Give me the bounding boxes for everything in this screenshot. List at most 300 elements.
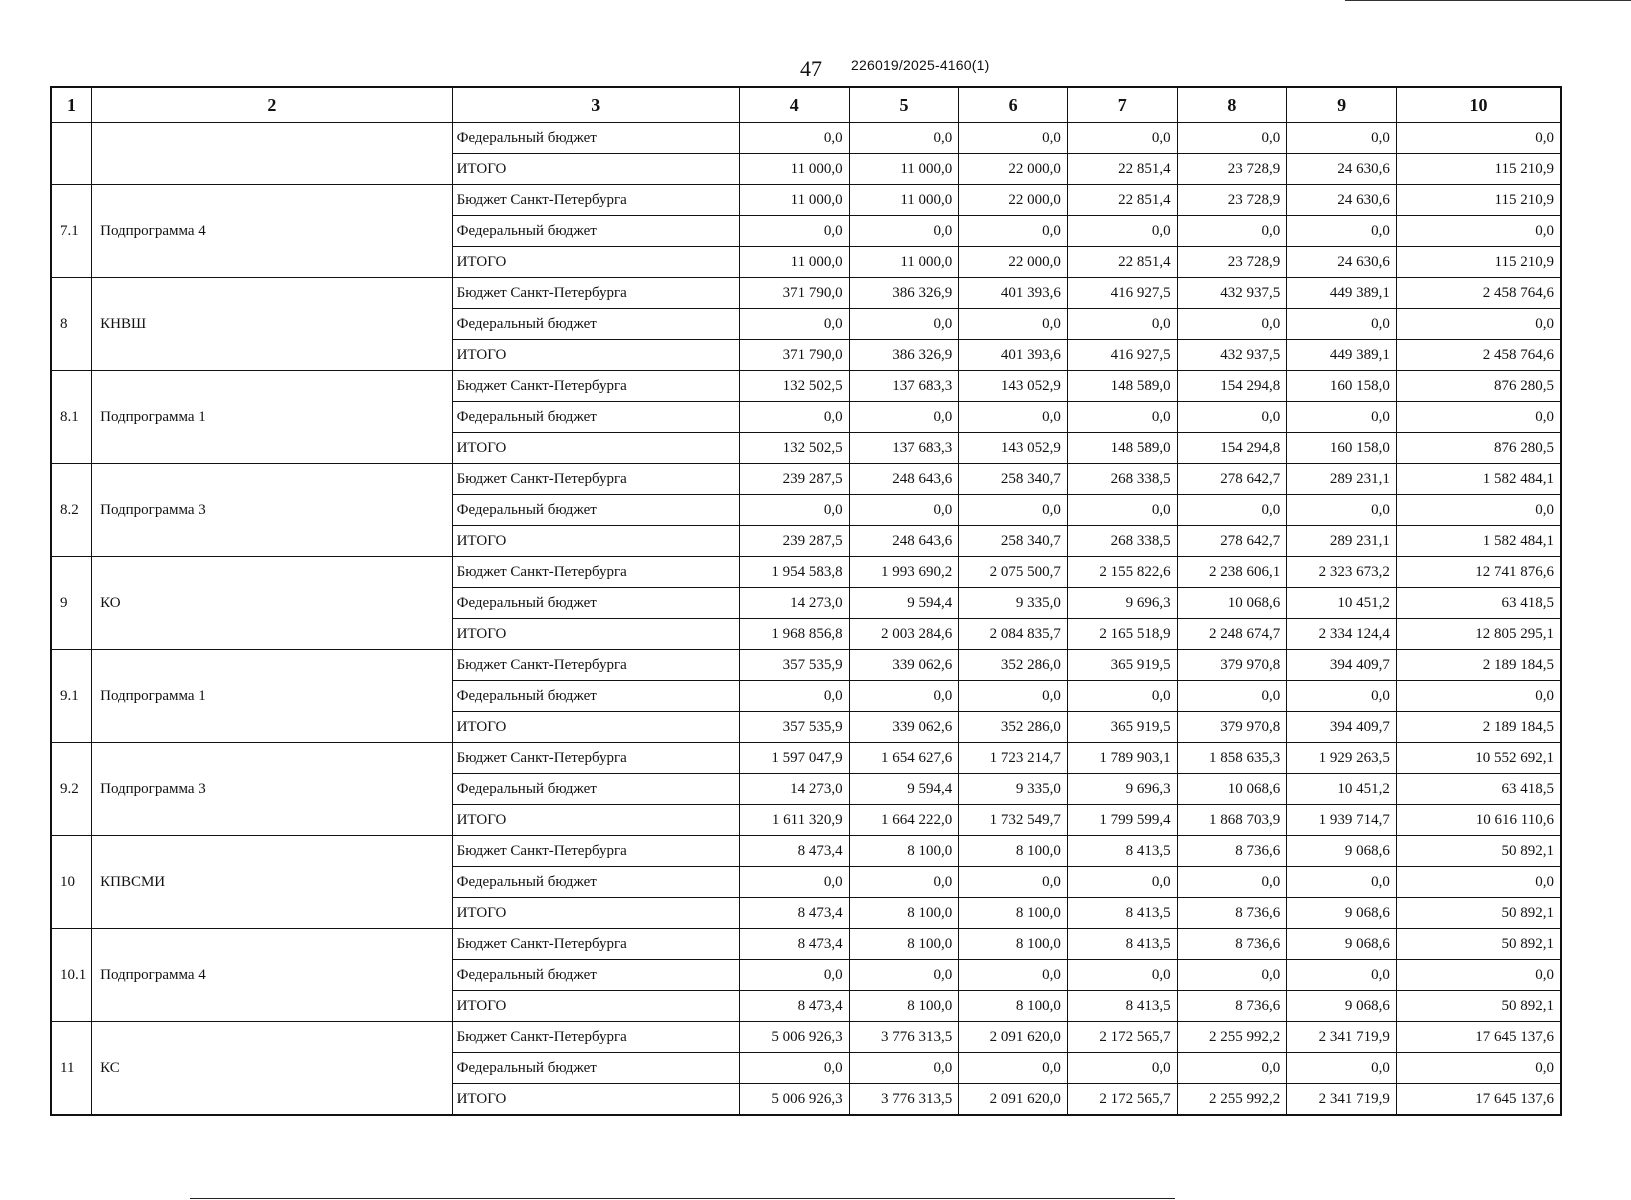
amount-cell: 12 805 295,1 bbox=[1396, 619, 1561, 650]
funding-source: Федеральный бюджет bbox=[452, 960, 739, 991]
amount-cell: 2 341 719,9 bbox=[1287, 1084, 1397, 1116]
amount-cell: 9 594,4 bbox=[849, 774, 959, 805]
amount-cell: 0,0 bbox=[1177, 681, 1287, 712]
amount-cell: 2 238 606,1 bbox=[1177, 557, 1287, 588]
amount-cell: 239 287,5 bbox=[739, 464, 849, 495]
amount-cell: 0,0 bbox=[1177, 867, 1287, 898]
amount-cell: 1 968 856,8 bbox=[739, 619, 849, 650]
amount-cell: 154 294,8 bbox=[1177, 433, 1287, 464]
header-cell: 3 bbox=[452, 87, 739, 123]
amount-cell: 268 338,5 bbox=[1067, 464, 1177, 495]
document-id: 226019/2025-4160(1) bbox=[851, 57, 990, 73]
amount-cell: 17 645 137,6 bbox=[1396, 1022, 1561, 1053]
table-header bbox=[51, 87, 1561, 123]
funding-source: Бюджет Санкт-Петербурга bbox=[452, 743, 739, 774]
amount-cell: 14 273,0 bbox=[739, 588, 849, 619]
amount-cell: 0,0 bbox=[1287, 960, 1397, 991]
amount-cell: 449 389,1 bbox=[1287, 278, 1397, 309]
amount-cell: 8 736,6 bbox=[1177, 898, 1287, 929]
amount-cell: 1 611 320,9 bbox=[739, 805, 849, 836]
amount-cell: 9 068,6 bbox=[1287, 898, 1397, 929]
header-cell: 6 bbox=[959, 87, 1068, 123]
amount-cell: 0,0 bbox=[1396, 402, 1561, 433]
amount-cell: 24 630,6 bbox=[1287, 154, 1397, 185]
amount-cell: 0,0 bbox=[1396, 960, 1561, 991]
funding-source: Федеральный бюджет bbox=[452, 216, 739, 247]
funding-source: ИТОГО bbox=[452, 991, 739, 1022]
table-row bbox=[51, 650, 1561, 681]
amount-cell: 2 172 565,7 bbox=[1067, 1084, 1177, 1116]
amount-cell: 0,0 bbox=[739, 216, 849, 247]
amount-cell: 24 630,6 bbox=[1287, 247, 1397, 278]
amount-cell: 11 000,0 bbox=[849, 154, 959, 185]
top-edge-line bbox=[1345, 0, 1631, 1]
amount-cell: 248 643,6 bbox=[849, 464, 959, 495]
row-code: 9.1 bbox=[51, 650, 92, 743]
amount-cell: 8 100,0 bbox=[849, 898, 959, 929]
funding-source: Федеральный бюджет bbox=[452, 495, 739, 526]
row-code: 9.2 bbox=[51, 743, 92, 836]
header-cell: 7 bbox=[1067, 87, 1177, 123]
amount-cell: 2 189 184,5 bbox=[1396, 712, 1561, 743]
amount-cell: 0,0 bbox=[1396, 123, 1561, 154]
funding-source: Бюджет Санкт-Петербурга bbox=[452, 371, 739, 402]
amount-cell: 63 418,5 bbox=[1396, 774, 1561, 805]
amount-cell: 8 100,0 bbox=[849, 929, 959, 960]
amount-cell: 50 892,1 bbox=[1396, 836, 1561, 867]
amount-cell: 0,0 bbox=[959, 402, 1068, 433]
amount-cell: 0,0 bbox=[1067, 960, 1177, 991]
amount-cell: 2 075 500,7 bbox=[959, 557, 1068, 588]
amount-cell: 8 736,6 bbox=[1177, 929, 1287, 960]
amount-cell: 10 068,6 bbox=[1177, 774, 1287, 805]
funding-source: ИТОГО bbox=[452, 712, 739, 743]
amount-cell: 449 389,1 bbox=[1287, 340, 1397, 371]
amount-cell: 17 645 137,6 bbox=[1396, 1084, 1561, 1116]
funding-source: Федеральный бюджет bbox=[452, 681, 739, 712]
amount-cell: 432 937,5 bbox=[1177, 340, 1287, 371]
amount-cell: 0,0 bbox=[1067, 402, 1177, 433]
amount-cell: 0,0 bbox=[739, 681, 849, 712]
amount-cell: 379 970,8 bbox=[1177, 650, 1287, 681]
table-row bbox=[51, 557, 1561, 588]
amount-cell: 1 664 222,0 bbox=[849, 805, 959, 836]
amount-cell: 0,0 bbox=[1287, 681, 1397, 712]
amount-cell: 289 231,1 bbox=[1287, 526, 1397, 557]
amount-cell: 9 335,0 bbox=[959, 774, 1068, 805]
amount-cell: 0,0 bbox=[1067, 216, 1177, 247]
amount-cell: 432 937,5 bbox=[1177, 278, 1287, 309]
amount-cell: 1 858 635,3 bbox=[1177, 743, 1287, 774]
amount-cell: 22 851,4 bbox=[1067, 247, 1177, 278]
amount-cell: 0,0 bbox=[739, 867, 849, 898]
amount-cell: 50 892,1 bbox=[1396, 898, 1561, 929]
amount-cell: 0,0 bbox=[1067, 495, 1177, 526]
amount-cell: 137 683,3 bbox=[849, 433, 959, 464]
amount-cell: 8 473,4 bbox=[739, 929, 849, 960]
amount-cell: 0,0 bbox=[1396, 216, 1561, 247]
amount-cell: 2 458 764,6 bbox=[1396, 278, 1561, 309]
amount-cell: 10 616 110,6 bbox=[1396, 805, 1561, 836]
amount-cell: 876 280,5 bbox=[1396, 371, 1561, 402]
amount-cell: 115 210,9 bbox=[1396, 185, 1561, 216]
row-program-name: Подпрограмма 1 bbox=[92, 650, 452, 743]
amount-cell: 23 728,9 bbox=[1177, 154, 1287, 185]
amount-cell: 352 286,0 bbox=[959, 712, 1068, 743]
header-cell: 5 bbox=[849, 87, 959, 123]
row-code: 7.1 bbox=[51, 185, 92, 278]
amount-cell: 239 287,5 bbox=[739, 526, 849, 557]
amount-cell: 115 210,9 bbox=[1396, 247, 1561, 278]
row-program-name: Подпрограмма 1 bbox=[92, 371, 452, 464]
amount-cell: 23 728,9 bbox=[1177, 185, 1287, 216]
amount-cell: 1 929 263,5 bbox=[1287, 743, 1397, 774]
header-cell: 10 bbox=[1396, 87, 1561, 123]
funding-source: Бюджет Санкт-Петербурга bbox=[452, 557, 739, 588]
amount-cell: 5 006 926,3 bbox=[739, 1022, 849, 1053]
funding-source: ИТОГО bbox=[452, 898, 739, 929]
header-cell: 9 bbox=[1287, 87, 1397, 123]
amount-cell: 11 000,0 bbox=[849, 247, 959, 278]
amount-cell: 352 286,0 bbox=[959, 650, 1068, 681]
row-program-name bbox=[92, 123, 452, 185]
bottom-rule bbox=[190, 1198, 1175, 1199]
amount-cell: 0,0 bbox=[849, 402, 959, 433]
row-program-name: КО bbox=[92, 557, 452, 650]
amount-cell: 8 100,0 bbox=[849, 991, 959, 1022]
row-code: 9 bbox=[51, 557, 92, 650]
amount-cell: 1 799 599,4 bbox=[1067, 805, 1177, 836]
amount-cell: 9 594,4 bbox=[849, 588, 959, 619]
table-body bbox=[51, 123, 1561, 1116]
amount-cell: 2 323 673,2 bbox=[1287, 557, 1397, 588]
amount-cell: 1 732 549,7 bbox=[959, 805, 1068, 836]
funding-source: ИТОГО bbox=[452, 526, 739, 557]
amount-cell: 2 189 184,5 bbox=[1396, 650, 1561, 681]
row-program-name: Подпрограмма 4 bbox=[92, 185, 452, 278]
amount-cell: 2 248 674,7 bbox=[1177, 619, 1287, 650]
table-row bbox=[51, 929, 1561, 960]
amount-cell: 0,0 bbox=[959, 309, 1068, 340]
amount-cell: 2 172 565,7 bbox=[1067, 1022, 1177, 1053]
amount-cell: 365 919,5 bbox=[1067, 650, 1177, 681]
funding-source: Бюджет Санкт-Петербурга bbox=[452, 185, 739, 216]
amount-cell: 11 000,0 bbox=[739, 185, 849, 216]
table-row bbox=[51, 464, 1561, 495]
amount-cell: 23 728,9 bbox=[1177, 247, 1287, 278]
amount-cell: 9 696,3 bbox=[1067, 588, 1177, 619]
amount-cell: 401 393,6 bbox=[959, 340, 1068, 371]
amount-cell: 154 294,8 bbox=[1177, 371, 1287, 402]
amount-cell: 0,0 bbox=[849, 960, 959, 991]
amount-cell: 0,0 bbox=[959, 867, 1068, 898]
header-cell: 1 bbox=[51, 87, 92, 123]
header-cell: 8 bbox=[1177, 87, 1287, 123]
amount-cell: 1 654 627,6 bbox=[849, 743, 959, 774]
amount-cell: 401 393,6 bbox=[959, 278, 1068, 309]
amount-cell: 12 741 876,6 bbox=[1396, 557, 1561, 588]
amount-cell: 248 643,6 bbox=[849, 526, 959, 557]
amount-cell: 0,0 bbox=[1177, 1053, 1287, 1084]
amount-cell: 0,0 bbox=[1177, 960, 1287, 991]
funding-source: Бюджет Санкт-Петербурга bbox=[452, 278, 739, 309]
amount-cell: 8 100,0 bbox=[959, 991, 1068, 1022]
amount-cell: 0,0 bbox=[739, 402, 849, 433]
amount-cell: 289 231,1 bbox=[1287, 464, 1397, 495]
amount-cell: 0,0 bbox=[1177, 216, 1287, 247]
amount-cell: 416 927,5 bbox=[1067, 278, 1177, 309]
amount-cell: 2 255 992,2 bbox=[1177, 1022, 1287, 1053]
row-code: 11 bbox=[51, 1022, 92, 1116]
amount-cell: 0,0 bbox=[1177, 309, 1287, 340]
amount-cell: 0,0 bbox=[1396, 681, 1561, 712]
row-code: 8.1 bbox=[51, 371, 92, 464]
amount-cell: 8 413,5 bbox=[1067, 898, 1177, 929]
amount-cell: 0,0 bbox=[1067, 867, 1177, 898]
amount-cell: 0,0 bbox=[849, 123, 959, 154]
funding-source: ИТОГО bbox=[452, 433, 739, 464]
amount-cell: 0,0 bbox=[1287, 309, 1397, 340]
funding-source: Федеральный бюджет bbox=[452, 402, 739, 433]
amount-cell: 876 280,5 bbox=[1396, 433, 1561, 464]
amount-cell: 0,0 bbox=[1396, 495, 1561, 526]
amount-cell: 339 062,6 bbox=[849, 712, 959, 743]
funding-source: Федеральный бюджет bbox=[452, 1053, 739, 1084]
amount-cell: 1 939 714,7 bbox=[1287, 805, 1397, 836]
amount-cell: 371 790,0 bbox=[739, 278, 849, 309]
funding-source: Федеральный бюджет bbox=[452, 588, 739, 619]
amount-cell: 0,0 bbox=[1287, 216, 1397, 247]
amount-cell: 2 341 719,9 bbox=[1287, 1022, 1397, 1053]
amount-cell: 0,0 bbox=[1287, 402, 1397, 433]
funding-source: ИТОГО bbox=[452, 805, 739, 836]
amount-cell: 0,0 bbox=[739, 960, 849, 991]
amount-cell: 50 892,1 bbox=[1396, 991, 1561, 1022]
amount-cell: 0,0 bbox=[1177, 123, 1287, 154]
amount-cell: 365 919,5 bbox=[1067, 712, 1177, 743]
amount-cell: 9 335,0 bbox=[959, 588, 1068, 619]
amount-cell: 416 927,5 bbox=[1067, 340, 1177, 371]
amount-cell: 2 091 620,0 bbox=[959, 1084, 1068, 1116]
amount-cell: 1 582 484,1 bbox=[1396, 464, 1561, 495]
funding-source: Бюджет Санкт-Петербурга bbox=[452, 464, 739, 495]
amount-cell: 1 582 484,1 bbox=[1396, 526, 1561, 557]
amount-cell: 148 589,0 bbox=[1067, 371, 1177, 402]
amount-cell: 0,0 bbox=[739, 123, 849, 154]
funding-source: ИТОГО bbox=[452, 619, 739, 650]
amount-cell: 160 158,0 bbox=[1287, 433, 1397, 464]
amount-cell: 0,0 bbox=[959, 681, 1068, 712]
amount-cell: 357 535,9 bbox=[739, 712, 849, 743]
table-row bbox=[51, 123, 1561, 154]
amount-cell: 394 409,7 bbox=[1287, 712, 1397, 743]
amount-cell: 0,0 bbox=[849, 495, 959, 526]
amount-cell: 371 790,0 bbox=[739, 340, 849, 371]
amount-cell: 8 473,4 bbox=[739, 991, 849, 1022]
row-program-name: КПВСМИ bbox=[92, 836, 452, 929]
amount-cell: 148 589,0 bbox=[1067, 433, 1177, 464]
amount-cell: 0,0 bbox=[1396, 1053, 1561, 1084]
amount-cell: 278 642,7 bbox=[1177, 464, 1287, 495]
funding-source: Бюджет Санкт-Петербурга bbox=[452, 650, 739, 681]
amount-cell: 1 597 047,9 bbox=[739, 743, 849, 774]
amount-cell: 2 255 992,2 bbox=[1177, 1084, 1287, 1116]
amount-cell: 258 340,7 bbox=[959, 526, 1068, 557]
funding-source: Федеральный бюджет bbox=[452, 309, 739, 340]
amount-cell: 11 000,0 bbox=[739, 154, 849, 185]
amount-cell: 2 155 822,6 bbox=[1067, 557, 1177, 588]
amount-cell: 10 068,6 bbox=[1177, 588, 1287, 619]
amount-cell: 386 326,9 bbox=[849, 340, 959, 371]
table-row bbox=[51, 1022, 1561, 1053]
table-row bbox=[51, 278, 1561, 309]
amount-cell: 2 334 124,4 bbox=[1287, 619, 1397, 650]
amount-cell: 22 000,0 bbox=[959, 154, 1068, 185]
header-row bbox=[51, 87, 1561, 123]
amount-cell: 0,0 bbox=[959, 495, 1068, 526]
amount-cell: 0,0 bbox=[849, 681, 959, 712]
amount-cell: 8 473,4 bbox=[739, 898, 849, 929]
amount-cell: 0,0 bbox=[1396, 867, 1561, 898]
amount-cell: 3 776 313,5 bbox=[849, 1022, 959, 1053]
row-program-name: КС bbox=[92, 1022, 452, 1116]
amount-cell: 0,0 bbox=[1067, 309, 1177, 340]
amount-cell: 22 000,0 bbox=[959, 185, 1068, 216]
funding-source: ИТОГО bbox=[452, 340, 739, 371]
table-row bbox=[51, 371, 1561, 402]
amount-cell: 0,0 bbox=[959, 960, 1068, 991]
amount-cell: 8 413,5 bbox=[1067, 991, 1177, 1022]
amount-cell: 137 683,3 bbox=[849, 371, 959, 402]
amount-cell: 0,0 bbox=[739, 495, 849, 526]
table-row bbox=[51, 185, 1561, 216]
funding-source: Бюджет Санкт-Петербурга bbox=[452, 1022, 739, 1053]
amount-cell: 11 000,0 bbox=[849, 185, 959, 216]
header-cell: 2 bbox=[92, 87, 452, 123]
row-program-name: Подпрограмма 3 bbox=[92, 743, 452, 836]
amount-cell: 1 993 690,2 bbox=[849, 557, 959, 588]
amount-cell: 0,0 bbox=[1177, 495, 1287, 526]
amount-cell: 1 954 583,8 bbox=[739, 557, 849, 588]
amount-cell: 0,0 bbox=[959, 216, 1068, 247]
amount-cell: 5 006 926,3 bbox=[739, 1084, 849, 1116]
amount-cell: 14 273,0 bbox=[739, 774, 849, 805]
row-code: 10.1 bbox=[51, 929, 92, 1022]
amount-cell: 0,0 bbox=[739, 1053, 849, 1084]
amount-cell: 2 003 284,6 bbox=[849, 619, 959, 650]
funding-source: ИТОГО bbox=[452, 1084, 739, 1116]
amount-cell: 63 418,5 bbox=[1396, 588, 1561, 619]
funding-source: ИТОГО bbox=[452, 154, 739, 185]
amount-cell: 0,0 bbox=[849, 309, 959, 340]
amount-cell: 10 451,2 bbox=[1287, 588, 1397, 619]
amount-cell: 143 052,9 bbox=[959, 371, 1068, 402]
amount-cell: 10 552 692,1 bbox=[1396, 743, 1561, 774]
amount-cell: 8 473,4 bbox=[739, 836, 849, 867]
amount-cell: 3 776 313,5 bbox=[849, 1084, 959, 1116]
amount-cell: 0,0 bbox=[1067, 681, 1177, 712]
row-code: 8 bbox=[51, 278, 92, 371]
amount-cell: 160 158,0 bbox=[1287, 371, 1397, 402]
amount-cell: 0,0 bbox=[1177, 402, 1287, 433]
amount-cell: 132 502,5 bbox=[739, 371, 849, 402]
amount-cell: 8 100,0 bbox=[959, 836, 1068, 867]
amount-cell: 8 413,5 bbox=[1067, 929, 1177, 960]
amount-cell: 10 451,2 bbox=[1287, 774, 1397, 805]
amount-cell: 8 100,0 bbox=[959, 929, 1068, 960]
amount-cell: 22 851,4 bbox=[1067, 154, 1177, 185]
amount-cell: 132 502,5 bbox=[739, 433, 849, 464]
amount-cell: 2 091 620,0 bbox=[959, 1022, 1068, 1053]
amount-cell: 8 100,0 bbox=[849, 836, 959, 867]
amount-cell: 24 630,6 bbox=[1287, 185, 1397, 216]
amount-cell: 0,0 bbox=[959, 123, 1068, 154]
amount-cell: 2 165 518,9 bbox=[1067, 619, 1177, 650]
amount-cell: 0,0 bbox=[1067, 123, 1177, 154]
amount-cell: 0,0 bbox=[1287, 123, 1397, 154]
amount-cell: 0,0 bbox=[959, 1053, 1068, 1084]
header-cell: 4 bbox=[739, 87, 849, 123]
funding-source: Бюджет Санкт-Петербурга bbox=[452, 836, 739, 867]
amount-cell: 379 970,8 bbox=[1177, 712, 1287, 743]
amount-cell: 22 000,0 bbox=[959, 247, 1068, 278]
amount-cell: 0,0 bbox=[1067, 1053, 1177, 1084]
amount-cell: 394 409,7 bbox=[1287, 650, 1397, 681]
funding-source: Бюджет Санкт-Петербурга bbox=[452, 929, 739, 960]
amount-cell: 1 789 903,1 bbox=[1067, 743, 1177, 774]
row-code bbox=[51, 123, 92, 185]
amount-cell: 50 892,1 bbox=[1396, 929, 1561, 960]
amount-cell: 143 052,9 bbox=[959, 433, 1068, 464]
amount-cell: 386 326,9 bbox=[849, 278, 959, 309]
amount-cell: 1 723 214,7 bbox=[959, 743, 1068, 774]
amount-cell: 11 000,0 bbox=[739, 247, 849, 278]
amount-cell: 278 642,7 bbox=[1177, 526, 1287, 557]
amount-cell: 8 736,6 bbox=[1177, 991, 1287, 1022]
table-row bbox=[51, 743, 1561, 774]
amount-cell: 268 338,5 bbox=[1067, 526, 1177, 557]
amount-cell: 0,0 bbox=[739, 309, 849, 340]
amount-cell: 0,0 bbox=[1396, 309, 1561, 340]
row-code: 10 bbox=[51, 836, 92, 929]
funding-source: Федеральный бюджет bbox=[452, 123, 739, 154]
amount-cell: 0,0 bbox=[1287, 867, 1397, 898]
amount-cell: 339 062,6 bbox=[849, 650, 959, 681]
amount-cell: 0,0 bbox=[849, 216, 959, 247]
amount-cell: 2 084 835,7 bbox=[959, 619, 1068, 650]
amount-cell: 0,0 bbox=[1287, 495, 1397, 526]
amount-cell: 9 068,6 bbox=[1287, 836, 1397, 867]
funding-source: ИТОГО bbox=[452, 247, 739, 278]
amount-cell: 0,0 bbox=[1287, 1053, 1397, 1084]
amount-cell: 1 868 703,9 bbox=[1177, 805, 1287, 836]
amount-cell: 115 210,9 bbox=[1396, 154, 1561, 185]
amount-cell: 0,0 bbox=[849, 1053, 959, 1084]
funding-source: Федеральный бюджет bbox=[452, 867, 739, 898]
budget-table bbox=[50, 86, 1562, 1116]
table-row bbox=[51, 836, 1561, 867]
row-code: 8.2 bbox=[51, 464, 92, 557]
amount-cell: 9 068,6 bbox=[1287, 929, 1397, 960]
amount-cell: 8 100,0 bbox=[959, 898, 1068, 929]
amount-cell: 357 535,9 bbox=[739, 650, 849, 681]
amount-cell: 258 340,7 bbox=[959, 464, 1068, 495]
row-program-name: КНВШ bbox=[92, 278, 452, 371]
amount-cell: 9 068,6 bbox=[1287, 991, 1397, 1022]
row-program-name: Подпрограмма 4 bbox=[92, 929, 452, 1022]
amount-cell: 9 696,3 bbox=[1067, 774, 1177, 805]
amount-cell: 2 458 764,6 bbox=[1396, 340, 1561, 371]
